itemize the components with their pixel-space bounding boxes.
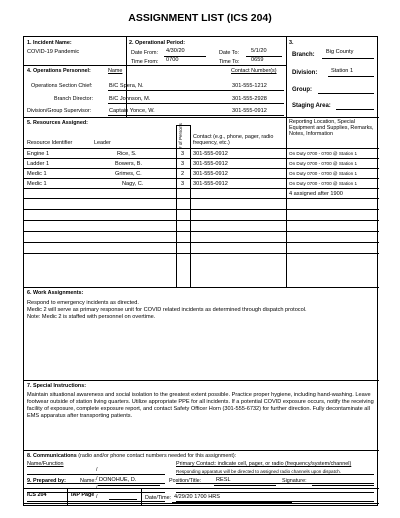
staging-area-label: Staging Area: <box>292 103 331 109</box>
work-assignment-line-3: Note: Medic 2 is staffed with personnel on overtime. <box>27 314 156 320</box>
ops-chief-role: Operations Section Chief: <box>31 83 93 89</box>
prepared-by-label: 9. Prepared by: <box>27 478 66 484</box>
date-to-label: Date To: <box>219 50 239 56</box>
branch-value: Big County <box>326 49 354 55</box>
operational-period-label: 2. Operational Period: <box>129 40 186 46</box>
personnel-contact-header: Contact Number(s) <box>231 68 277 74</box>
ops-chief-phone: 301-555-1212 <box>232 83 267 89</box>
resource-row-1-leader: Rice, S. <box>117 151 137 157</box>
col-persons: # of Persons <box>178 123 183 149</box>
resource-row-2-notes: On Duty 0700 - 0700 @ Station 1 <box>289 161 357 166</box>
time-to-label: Time To: <box>219 59 240 65</box>
prepared-name-value: DONOHUE, D. <box>99 477 137 483</box>
resource-row-3-identifier: Medic 1 <box>27 171 47 177</box>
personnel-name-header: Name <box>108 68 123 74</box>
division-value: Station 1 <box>331 68 354 74</box>
division-supervisor-phone: 301-555-0912 <box>232 108 267 114</box>
resource-row-3-notes: On Duty 0700 - 0700 @ Station 1 <box>289 171 357 176</box>
incident-name-value: COVID-19 Pandemic <box>27 49 80 55</box>
special-instructions-label: 7. Special Instructions: <box>27 383 87 389</box>
comm-name-function-header: Name/Function <box>27 461 64 467</box>
resource-row-4-contact: 301-555-0912 <box>193 181 228 187</box>
division-supervisor-name: Captain Yonce, W. <box>109 108 155 114</box>
prepared-by-footer <box>23 470 378 506</box>
communications-label-rest: (radio and/or phone contact numbers needed for this assignment): <box>78 453 237 459</box>
section-3-label: 3. <box>289 40 294 46</box>
resource-row-3-persons: 2 <box>181 171 185 177</box>
position-title-label: Position/Title: <box>169 478 202 484</box>
branch-director-phone: 301-555-2928 <box>232 96 267 102</box>
resource-row-2-persons: 3 <box>181 161 185 167</box>
resources-assigned-label: 5. Resources Assigned: <box>27 120 88 126</box>
operations-personnel-label: 4. Operations Personnel: <box>27 68 91 74</box>
form-title: ASSIGNMENT LIST (ICS 204) <box>128 12 272 24</box>
resource-row-1-contact: 301-555-0912 <box>193 151 228 157</box>
footer-form-id: ICS 204 <box>27 492 47 498</box>
time-from-value: 0700 <box>166 57 179 63</box>
branch-label: Branch: <box>292 52 315 58</box>
resource-row-3-leader: Grimes, C. <box>115 171 142 177</box>
work-assignment-line-1: Respond to emergency incidents as directed. <box>27 300 139 306</box>
time-from-label: Time From: <box>131 59 159 65</box>
branch-director-name: B/C Johnson, M. <box>109 96 151 102</box>
footer-datetime-label: Date/Time: <box>145 495 172 501</box>
comm-row-1-slash: / <box>96 467 98 473</box>
comm-note: Responding apparatus will be directed to assigned radio channels upon dispatch. <box>176 469 341 474</box>
date-to-value: 5/1/20 <box>251 48 267 54</box>
resource-row-4-leader: Nagy, C. <box>122 181 144 187</box>
resource-row-1-persons: 3 <box>181 151 185 157</box>
col-resource-identifier: Resource Identifier <box>27 140 73 146</box>
footer-iap-page-label: IAP Page <box>71 492 95 498</box>
division-label: Division: <box>292 70 318 76</box>
ops-chief-name: B/C Spera, N. <box>109 83 144 89</box>
date-from-label: Date From: <box>131 50 158 56</box>
comm-row-2-slash: / <box>96 476 98 482</box>
incident-name-label: 1. Incident Name: <box>27 40 72 46</box>
resource-row-3-contact: 301-555-0912 <box>193 171 228 177</box>
comm-primary-contact-header: Primary Contact: indicate cell, pager, or radio (frequency/system/channel) <box>176 461 352 467</box>
resource-row-2-contact: 301-555-0912 <box>193 161 228 167</box>
col-leader: Leader <box>94 140 111 146</box>
signature-label: Signature: <box>282 478 307 484</box>
comm-row-3-slash: / <box>96 485 98 491</box>
resource-row-1-identifier: Engine 1 <box>27 151 50 157</box>
time-to-value: 0659 <box>251 57 264 63</box>
position-title-value: RESL <box>216 477 231 483</box>
branch-director-role: Branch Director: <box>54 96 93 102</box>
communications-label: 8. Communications <box>27 453 77 459</box>
col-notes: Reporting Location, Special Equipment and Supplies, Remarks, Notes, Information <box>289 119 374 138</box>
work-assignments-label: 6. Work Assignments: <box>27 290 84 296</box>
resource-row-4-notes: On Duty 0700 - 0700 @ Station 1 <box>289 181 357 186</box>
ics-204-form <box>23 36 378 506</box>
prepared-name-label: Name: <box>80 478 96 484</box>
division-supervisor-role: Division/Group Supervisor: <box>27 108 92 114</box>
special-instructions-text: Maintain situational awareness and social isolation to the greatest extent possible. Practice proper hygiene, including hand-washing. Leave footwear outside of station living quarters. Utilize appropriate PPE for all incidents. If a potential COVID exposure occurs, notify the receiving facility of exposure, complete exposure report, and contact Safety Officer Horn (301-555-6732) for further direction. Fully decontaminate all EMS apparatus after transporting patients. <box>27 392 374 419</box>
date-from-value: 4/30/20 <box>166 48 185 54</box>
comm-row-4-slash: / <box>96 494 98 500</box>
footer-datetime-value: 4/29/20 1700 HRS <box>174 494 221 500</box>
resource-row-4-persons: 3 <box>181 181 185 187</box>
col-contact: Contact (e.g., phone, pager, radio frequency, etc.) <box>193 134 274 147</box>
group-label: Group: <box>292 87 312 93</box>
resource-row-5-notes: 4 assigned after 1900 <box>289 191 343 197</box>
resource-row-1-notes: On Duty 0700 - 0700 @ Station 1 <box>289 151 357 156</box>
work-assignment-line-2: Medic 2 will serve as primary response unit for COVID related incidents as determined through dispatch protocol. <box>27 307 307 313</box>
resource-row-2-identifier: Ladder 1 <box>27 161 50 167</box>
resource-row-2-leader: Bowers, B. <box>115 161 143 167</box>
resource-row-4-identifier: Medic 1 <box>27 181 47 187</box>
